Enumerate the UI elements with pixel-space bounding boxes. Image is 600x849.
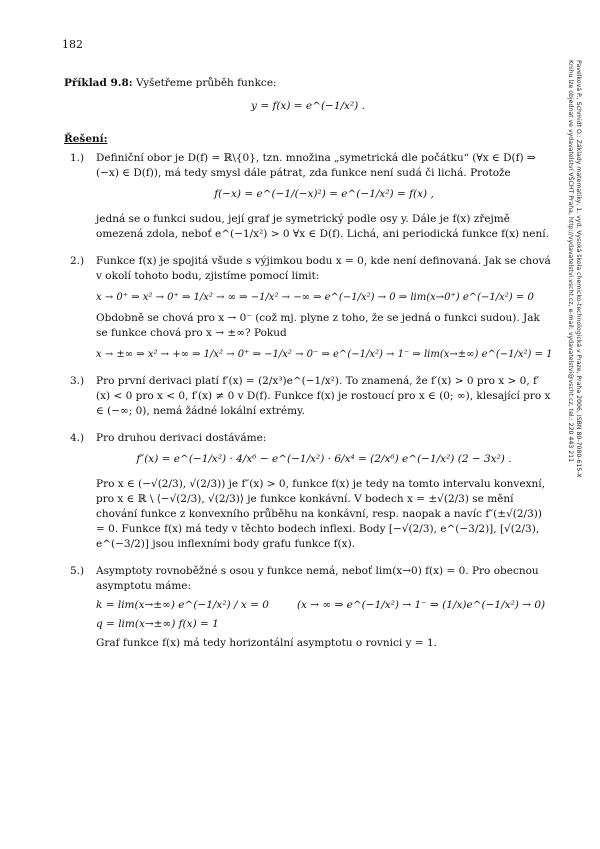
item-text: Obdobně se chová pro x → 0⁻ (což mj. plyne z toho, že se jedná o funkci sudou). Jak se funkce chová pro x → ±∞? Pokud xyxy=(96,312,540,339)
item-number: 1.) xyxy=(70,152,85,164)
item-formula: k = lim(x→±∞) e^(−1/x²) / x = 0 xyxy=(96,599,269,611)
list-item xyxy=(64,374,552,419)
item-text: Graf funkce f(x) má tedy horizontální asymptotu o rovnici y = 1. xyxy=(96,637,437,649)
example-formula: y = f(x) = e^(−1/x²) . xyxy=(251,100,365,112)
item-text: Pro x ∈ (−√(2/3), √(2/3)) je f″(x) > 0, funkce f(x) je tedy na tomto intervalu konvexní, pro x ∈ ℝ \ ⟨−√(2/3), √(2/3)⟩ je funkce konkávní. V bodech x = ±√(2/3) se mění chování funkce z konvexního průběhu na konkávní, resp. naopak a navíc f″(±√(2/3)) = 0. Funkce f(x) má tedy v těchto bodech inflexi. Body [−√(2/3), e^(−3/2)], [√(2/3), e^(−3/2)] jsou inflexními body grafu funkce f(x). xyxy=(96,478,545,550)
solution-list xyxy=(64,151,552,651)
item-formula-note: (x → ∞ ⇒ e^(−1/x²) → 1⁻ ⇒ (1/x)e^(−1/x²) → 0) xyxy=(296,599,546,611)
item-number: 4.) xyxy=(70,432,85,444)
list-item xyxy=(64,431,552,552)
item-formula: x → 0⁺ ⇒ x² → 0⁺ ⇒ 1/x² → ∞ ⇒ −1/x² → −∞ ⇒ e^(−1/x²) → 0 ⇒ lim(x→0⁺) e^(−1/x²) = 0 xyxy=(96,292,534,303)
side-note-line-2: Knihu lze objednat ve vydavatelství VŠCHT Praha, http://vydavatelstvi.vscht.cz, e-mail: vydavatelstvi@vscht.cz, tel.: 220 443 211 xyxy=(567,60,574,463)
formula-row xyxy=(96,617,552,632)
page-number: 182 xyxy=(62,38,83,51)
list-item xyxy=(64,151,552,242)
list-item xyxy=(64,254,552,362)
item-text: Pro první derivaci platí f′(x) = (2/x³)e^(−1/x²). To znamená, že f′(x) > 0 pro x > 0, f′(x) < 0 pro x < 0, f′(x) ≠ 0 v D(f). Funkce f(x) je rostoucí pro x ∈ (0; ∞), klesající pro x ∈ (−∞; 0), nemá žádné lokální extrémy. xyxy=(96,375,551,417)
item-text: Asymptoty rovnoběžné s osou y funkce nemá, neboť lim(x→0) f(x) = 0. Pro obecnou asymptotu máme: xyxy=(96,565,539,592)
item-text: Pro druhou derivaci dostáváme: xyxy=(96,432,267,444)
solution-label: Řešení: xyxy=(64,133,108,145)
example-text: Vyšetřeme průběh funkce: xyxy=(135,77,277,89)
item-formula: x → ±∞ ⇒ x² → +∞ ⇒ 1/x² → 0⁺ ⇒ −1/x² → 0⁻ ⇒ e^(−1/x²) → 1⁻ ⇒ lim(x→±∞) e^(−1/x²) = 1 xyxy=(96,349,553,360)
list-item xyxy=(64,564,552,651)
formula-row xyxy=(96,598,552,613)
item-formula: q = lim(x→±∞) f(x) = 1 xyxy=(96,618,219,630)
item-number: 3.) xyxy=(70,375,85,387)
example-heading xyxy=(64,76,552,91)
item-formula: f″(x) = e^(−1/x²) · 4/x⁶ − e^(−1/x²) · 6/x⁴ = (2/x⁶) e^(−1/x²) (2 − 3x²) . xyxy=(136,453,512,465)
side-note-line-1: Pavelková P., Schmidt O.: Základy matematiky, 1. vyd. Vysoká škola chemicko-technologická v Praze, Praha 2006, ISBN 80-7080-615-X xyxy=(575,60,582,478)
example-label: Příklad 9.8: xyxy=(64,77,133,89)
item-text: Definiční obor je D(f) = ℝ\{0}, tzn. množina „symetrická dle počátku“ (∀x ∈ D(f) ⇒ (−x) ∈ D(f)), má tedy smysl dále pátrat, zda funkce není sudá či lichá. Protože xyxy=(96,152,536,179)
item-number: 5.) xyxy=(70,565,85,577)
item-text: jedná se o funkci sudou, její graf je symetrický podle osy y. Dále je f(x) zřejmě omezená zdola, neboť e^(−1/x²) > 0 ∀x ∈ D(f). Lichá, ani periodická funkce f(x) není. xyxy=(96,213,549,240)
item-formula: f(−x) = e^(−1/(−x)²) = e^(−1/x²) = f(x) , xyxy=(214,188,434,200)
side-note xyxy=(568,60,582,700)
item-text: Funkce f(x) je spojitá všude s výjimkou bodu x = 0, kde není definovaná. Jak se chová v okolí tohoto bodu, zjistíme pomocí limit: xyxy=(96,255,551,282)
main-content xyxy=(64,76,552,663)
item-number: 2.) xyxy=(70,255,85,267)
